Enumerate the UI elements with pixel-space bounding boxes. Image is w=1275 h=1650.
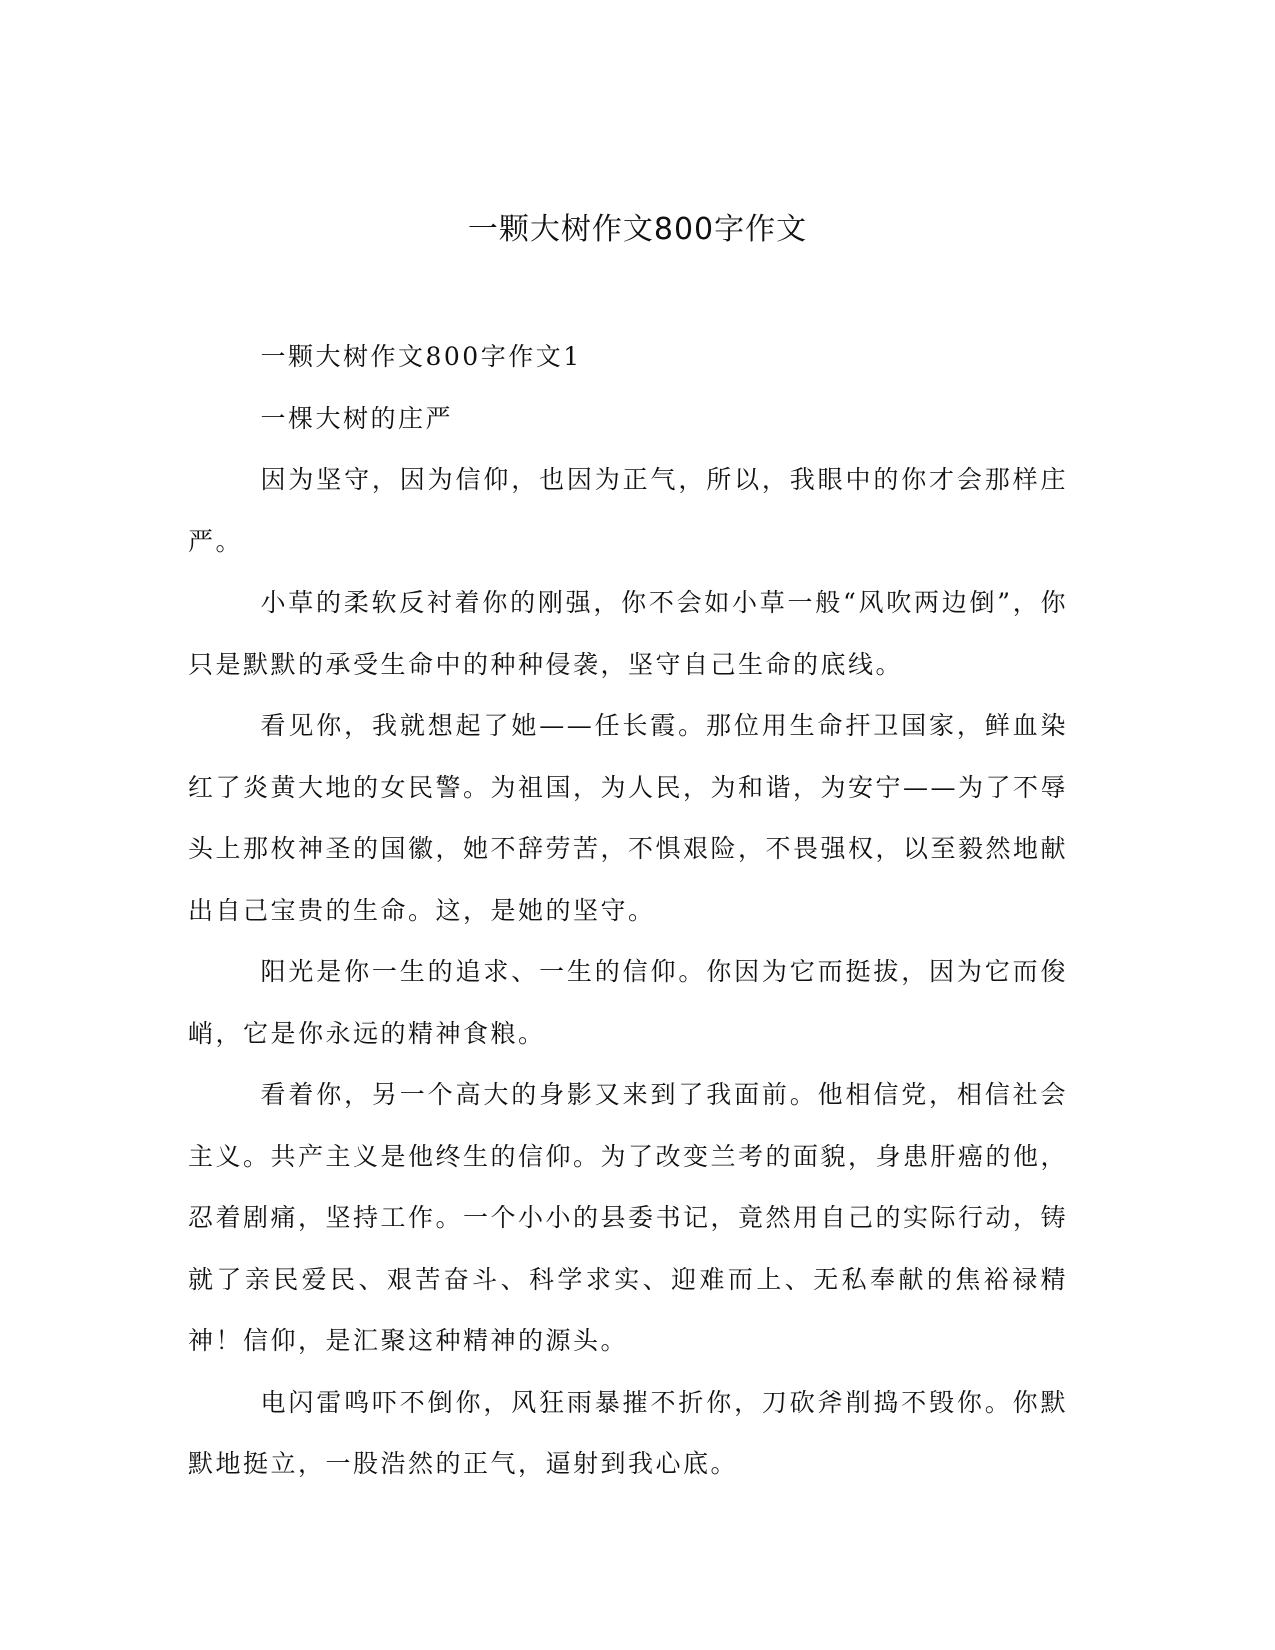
essay-heading: 一棵大树的庄严	[260, 403, 454, 433]
paragraph: 小草的柔软反衬着你的刚强，你不会如小草一般“风吹两边倒”，你只是默默的承受生命中的种种侵袭，坚守自己生命的底线。	[188, 588, 1068, 679]
subtitle-essay-number: 一颗大树作文800字作文1	[260, 342, 582, 371]
paragraph: 看着你，另一个高大的身影又来到了我面前。他相信党，相信社会主义。共产主义是他终生的信仰。为了改变兰考的面貌，身患肝癌的他，忍着剧痛，坚持工作。一个小小的县委书记，竟然用自己的实际行动，铸就了亲民爱民、艰苦奋斗、科学求实、迎难而上、无私奉献的焦裕禄精神！信仰，是汇聚这种精神的源头。	[188, 1080, 1069, 1355]
paragraph: 看见你，我就想起了她——任长霞。那位用生命扞卫国家，鲜血染红了炎黄大地的女民警。为祖国，为人民，为和谐，为安宁——为了不辱头上那枚神圣的国徽，她不辞劳苦，不惧艰险，不畏强权，以至毅然地献出自己宝贵的生命。这，是她的坚守。	[188, 711, 1069, 925]
document-body	[188, 326, 1068, 1495]
paragraph: 因为坚守，因为信仰，也因为正气，所以，我眼中的你才会那样庄严。	[188, 465, 1068, 556]
paragraph: 阳光是你一生的追求、一生的信仰。你因为它而挺拔，因为它而俊峭，它是你永远的精神食粮。	[188, 957, 1068, 1048]
paragraph: 电闪雷鸣吓不倒你，风狂雨暴摧不折你，刀砍斧削捣不毁你。你默默地挺立，一股浩然的正气，逼射到我心底。	[188, 1387, 1068, 1478]
document-title: 一颗大树作文800字作文	[467, 212, 808, 247]
